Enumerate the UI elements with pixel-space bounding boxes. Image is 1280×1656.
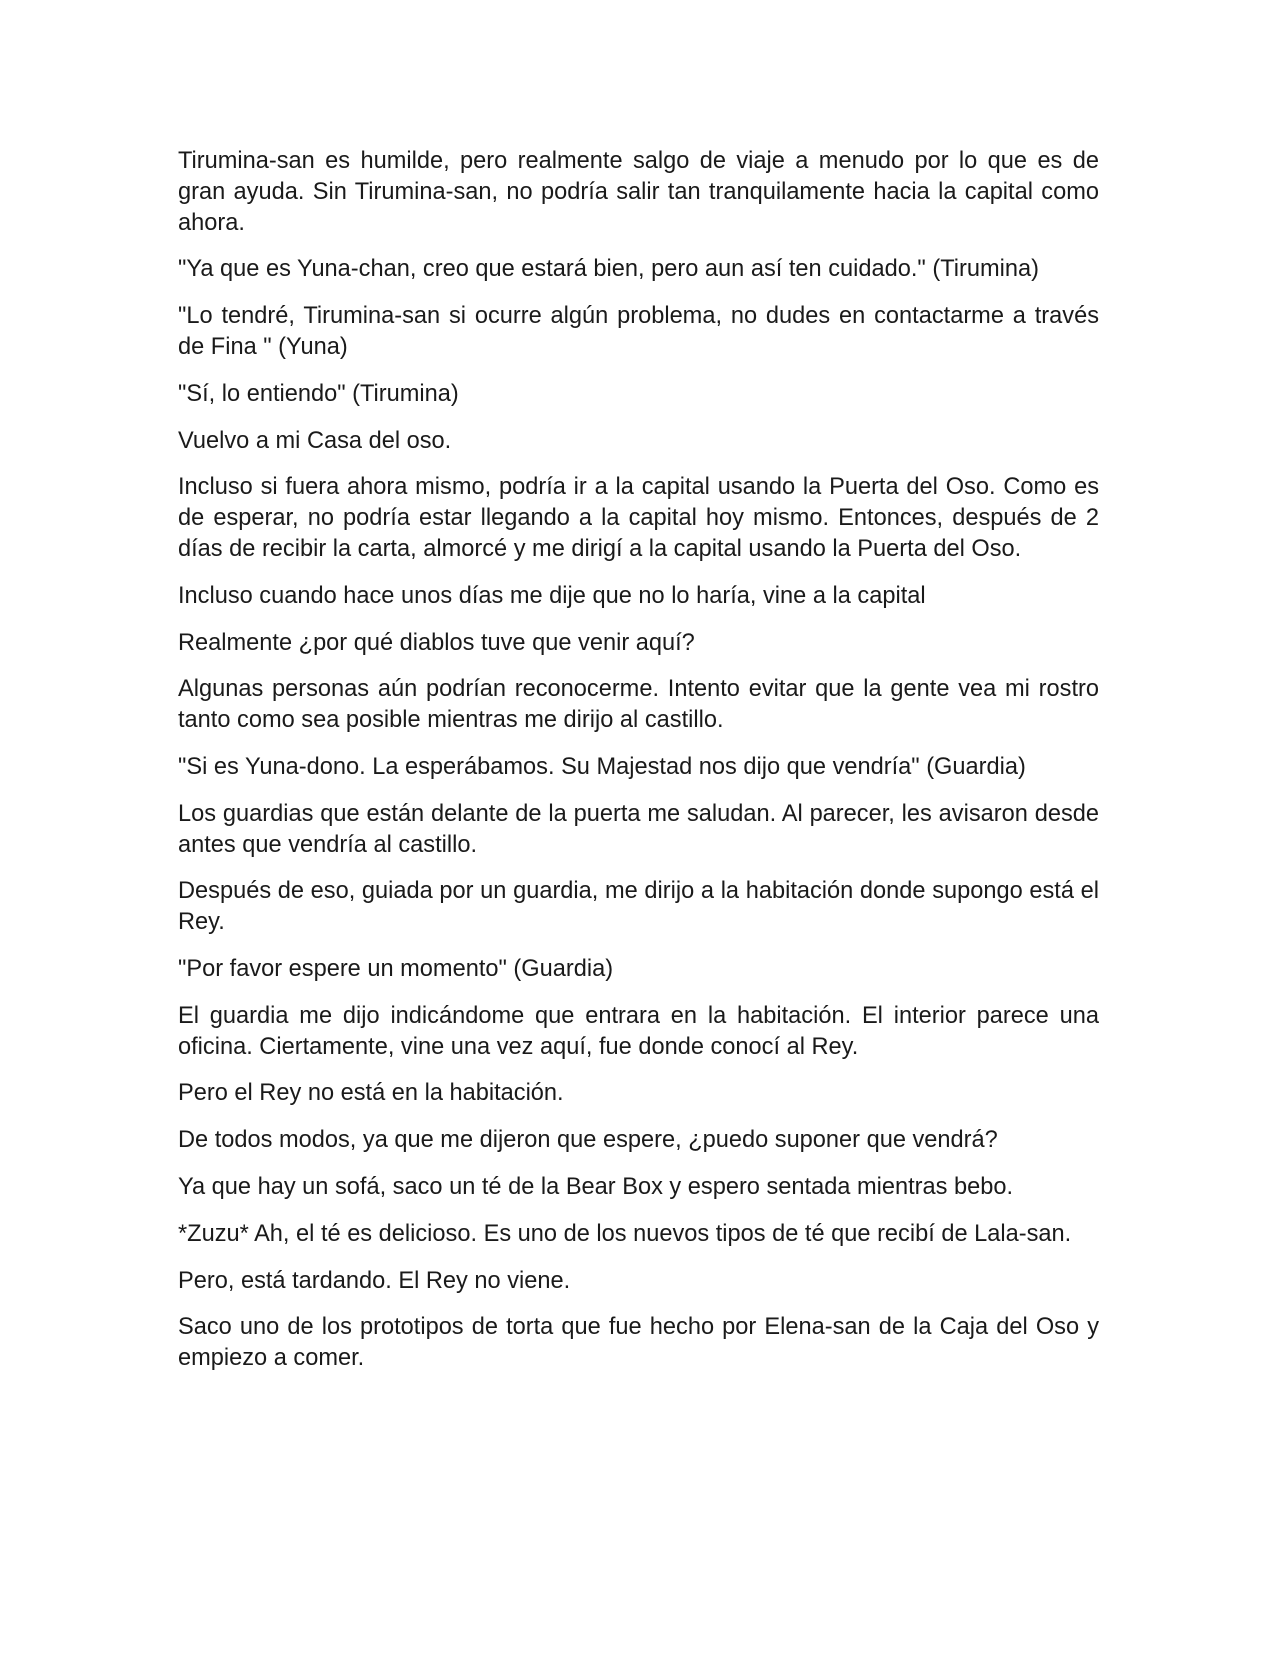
- paragraph: Después de eso, guiada por un guardia, me dirijo a la habitación donde supongo está el Rey.: [178, 878, 1099, 936]
- paragraph: Ya que hay un sofá, saco un té de la Bear Box y espero sentada mientras bebo.: [178, 1173, 1014, 1200]
- paragraph: "Sí, lo entiendo" (Tirumina): [178, 380, 459, 407]
- paragraph: Los guardias que están delante de la puerta me saludan. Al parecer, les avisaron desde antes que vendría al castillo.: [178, 800, 1099, 858]
- paragraph: "Lo tendré, Tirumina-san si ocurre algún problema, no dudes en contactarme a través de Fina " (Yuna): [178, 303, 1099, 360]
- paragraph: *Zuzu* Ah, el té es delicioso. Es uno de los nuevos tipos de té que recibí de Lala-san.: [178, 1220, 1072, 1247]
- paragraph: De todos modos, ya que me dijeron que espere, ¿puedo suponer que vendrá?: [178, 1127, 998, 1154]
- paragraph: Incluso cuando hace unos días me dije que no lo haría, vine a la capital: [178, 582, 926, 609]
- paragraph: El guardia me dijo indicándome que entrara en la habitación. El interior parece una oficina. Ciertamente, vine una vez aquí, fue donde conocí al Rey.: [178, 1002, 1099, 1060]
- paragraph: Algunas personas aún podrían reconocerme. Intento evitar que la gente vea mi rostro tanto como sea posible mientras me dirijo al castillo.: [178, 676, 1099, 734]
- paragraph: Saco uno de los prototipos de torta que fue hecho por Elena-san de la Caja del Oso y empiezo a comer.: [178, 1314, 1099, 1372]
- paragraph: "Por favor espere un momento" (Guardia): [178, 955, 614, 982]
- paragraph: Realmente ¿por qué diablos tuve que venir aquí?: [178, 629, 695, 656]
- paragraph: Tirumina-san es humilde, pero realmente salgo de viaje a menudo por lo que es de gran ayuda. Sin Tirumina-san, no podría salir tan tranquilamente hacia la capital como ahora.: [178, 148, 1099, 236]
- paragraph: Pero, está tardando. El Rey no viene.: [178, 1267, 571, 1294]
- paragraph: "Ya que es Yuna-chan, creo que estará bien, pero aun así ten cuidado." (Tirumina): [178, 256, 1039, 283]
- document-body: [178, 146, 1099, 1390]
- paragraph: Incluso si fuera ahora mismo, podría ir a la capital usando la Puerta del Oso. Como es de esperar, no podría estar llegando a la capital hoy mismo. Entonces, después de 2 días de recibir la carta, almorcé y me dirigí a la capital usando la Puerta del Oso.: [178, 474, 1099, 562]
- paragraph: Pero el Rey no está en la habitación.: [178, 1080, 564, 1107]
- paragraph: Vuelvo a mi Casa del oso.: [178, 427, 452, 454]
- paragraph: "Si es Yuna-dono. La esperábamos. Su Majestad nos dijo que vendría" (Guardia): [178, 753, 1026, 780]
